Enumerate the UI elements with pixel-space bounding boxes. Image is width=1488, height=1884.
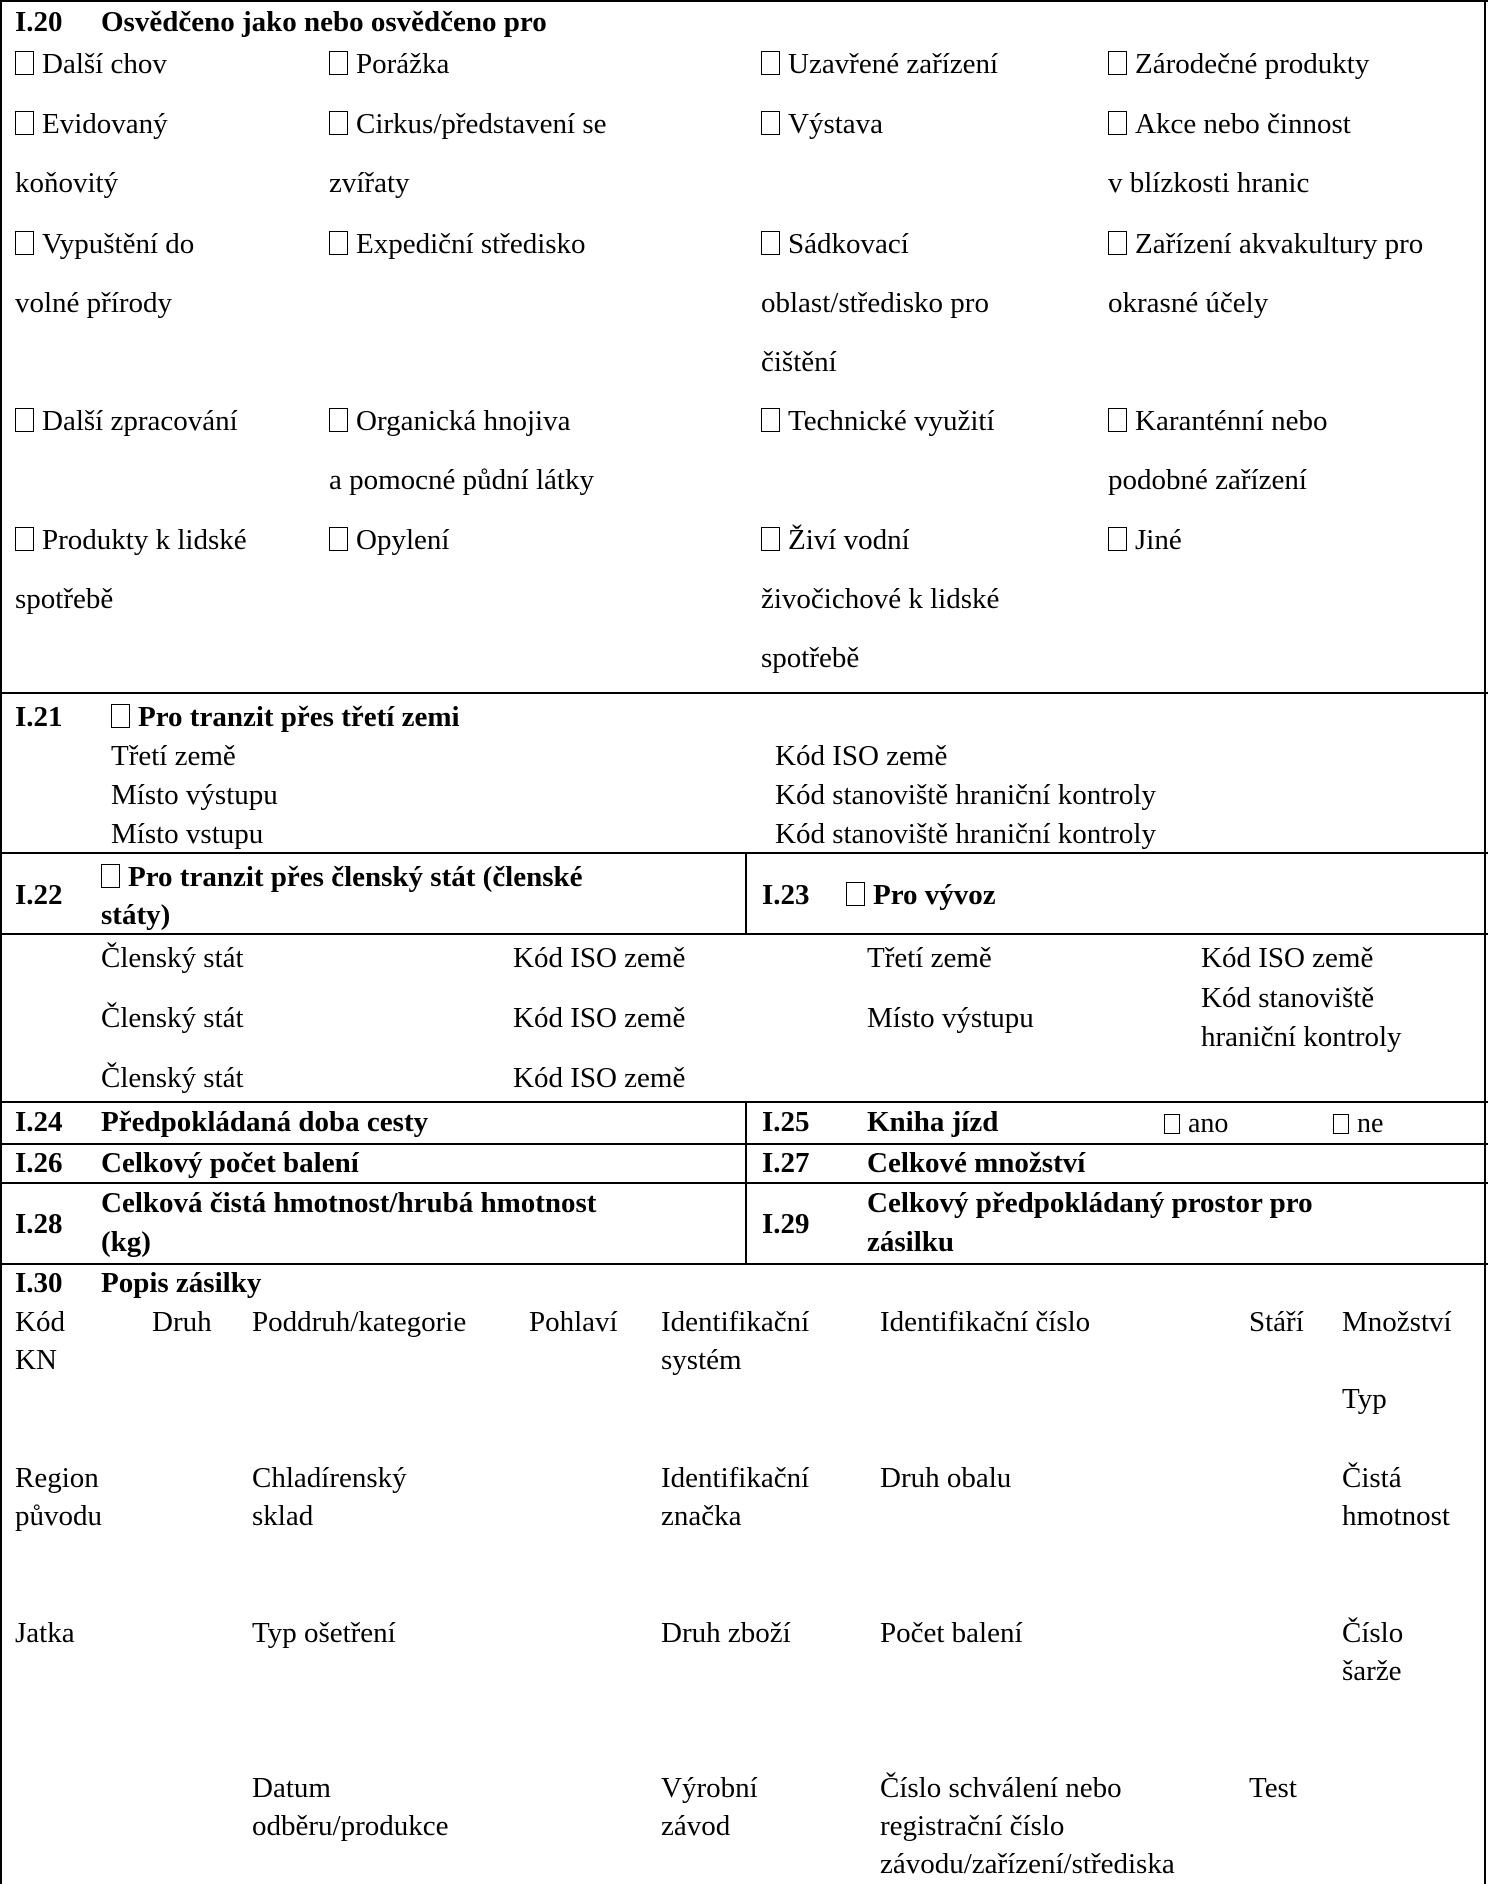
i20-option-continuation: oblast/středisko pro [761,287,989,319]
i30-title: Popis zásilky [101,1267,262,1299]
i20-option[interactable]: Další chov [15,45,167,83]
frame-left-line [0,0,2,1884]
i20-option-continuation: spotřebě [761,642,860,674]
i20-option[interactable]: Akce nebo činnost [1108,105,1351,143]
checkbox[interactable] [111,704,130,728]
i30-col-id-system-line2: systém [661,1344,742,1376]
i20-option[interactable]: Sádkovací [761,225,909,263]
i25-yes-option[interactable]: ano [1164,1105,1228,1143]
checkbox[interactable] [15,231,34,255]
i20-option[interactable]: Výstava [761,105,883,143]
i29-title-line2: zásilku [867,1226,955,1258]
i20-option[interactable]: Produkty k lidské [15,521,247,559]
i24-number: I.24 [15,1106,63,1138]
i30-number: I.30 [15,1267,63,1299]
i30-druh-obalu: Druh obalu [880,1462,1012,1494]
i20-option[interactable]: Uzavřené zařízení [761,45,998,83]
i20-option-continuation: zvířaty [329,167,410,199]
i20-option[interactable]: Porážka [329,45,449,83]
checkbox[interactable] [101,864,120,888]
i22-checkbox-label[interactable]: Pro tranzit přes členský stát (členské [101,858,583,896]
i30-cislo-sarze: Číslo [1342,1617,1404,1649]
i20-option-continuation: spotřebě [15,583,114,615]
i30-vyrobni-zavod-line2: závod [661,1810,731,1842]
checkbox[interactable] [329,111,348,135]
i30-cislo-schvaleni: Číslo schválení nebo [880,1772,1122,1804]
i22-member-state-label: Členský stát [101,942,244,974]
i30-col-pohlavi: Pohlaví [529,1306,618,1338]
i25-no-option[interactable]: ne [1333,1105,1383,1143]
i20-option[interactable]: Opylení [329,521,449,559]
checkbox[interactable] [1108,111,1127,135]
i21-entry-point-label: Místo vstupu [111,818,264,850]
i20-title: Osvědčeno jako nebo osvědčeno pro [101,6,547,38]
checkbox[interactable] [761,111,780,135]
i30-druh-zbozi: Druh zboží [661,1617,791,1649]
i30-col-id-cislo: Identifikační číslo [880,1306,1091,1338]
checkbox[interactable] [846,882,865,906]
i20-option-continuation: koňovitý [15,167,119,199]
i30-cista-hmotnost-line2: hmotnost [1342,1500,1450,1532]
i22-member-state-label: Členský stát [101,1062,244,1094]
i30-cislo-schvaleni-line3: závodu/zařízení/střediska [880,1848,1175,1880]
i20-option[interactable]: Vypuštění do [15,225,194,263]
i26-number: I.26 [15,1147,63,1179]
checkbox[interactable] [1333,1114,1349,1134]
i30-chladirensky-line2: sklad [252,1500,314,1532]
i20-option[interactable]: Živí vodní [761,521,910,559]
i20-option-continuation: živočichové k lidské [761,583,1000,615]
i22-iso-code-label: Kód ISO země [513,1002,686,1034]
i28-number: I.28 [15,1208,63,1240]
i21-number: I.21 [15,701,63,733]
i23-checkbox-label[interactable]: Pro vývoz [846,876,996,914]
i21-third-country-label: Třetí země [111,740,236,772]
checkbox[interactable] [15,527,34,551]
i24-title: Předpokládaná doba cesty [101,1106,429,1138]
i20-option-continuation: čištění [761,346,837,378]
i30-datum-line2: odběru/produkce [252,1810,449,1842]
checkbox[interactable] [761,51,780,75]
i22-title-line2: státy) [101,899,171,931]
i30-cista-hmotnost: Čistá [1342,1462,1402,1494]
i21-bcp-code-label: Kód stanoviště hraniční kontroly [775,818,1156,850]
divider-i24-i29-col [745,1101,747,1264]
divider-i22-i23 [745,852,747,934]
checkbox[interactable] [1108,408,1127,432]
i25-number: I.25 [762,1106,810,1138]
checkbox[interactable] [329,527,348,551]
i23-iso-code-label: Kód ISO země [1201,942,1374,974]
i30-region-line2: původu [15,1500,102,1532]
i30-cislo-schvaleni-line2: registrační číslo [880,1810,1065,1842]
checkbox[interactable] [15,111,34,135]
i21-exit-point-label: Místo výstupu [111,779,278,811]
checkbox[interactable] [329,231,348,255]
i23-third-country-label: Třetí země [867,942,992,974]
i20-option-continuation: volné přírody [15,287,173,319]
i23-bcp-code-label-line2: hraniční kontroly [1201,1021,1402,1053]
i29-number: I.29 [762,1208,810,1240]
i30-col-id-system: Identifikační [661,1306,810,1338]
i30-cislo-sarze-line2: šarže [1342,1655,1402,1687]
i30-datum: Datum [252,1772,331,1804]
checkbox[interactable] [761,408,780,432]
checkbox[interactable] [1164,1114,1180,1134]
checkbox[interactable] [1108,527,1127,551]
divider-i21 [0,692,1488,694]
i20-option-continuation: podobné zařízení [1108,464,1307,496]
i23-number: I.23 [762,879,810,911]
i21-bcp-code-label: Kód stanoviště hraniční kontroly [775,779,1156,811]
checkbox[interactable] [15,51,34,75]
i20-option-continuation: a pomocné půdní látky [329,464,594,496]
i22-iso-code-label: Kód ISO země [513,942,686,974]
i26-title: Celkový počet balení [101,1147,359,1179]
i30-chladirensky: Chladírenský [252,1462,407,1494]
i20-option-continuation: okrasné účely [1108,287,1269,319]
i20-option[interactable]: Další zpracování [15,402,238,440]
i20-option[interactable]: Organická hnojiva [329,402,570,440]
i28-title: Celková čistá hmotnost/hrubá hmotnost [101,1187,597,1219]
i30-pocet-baleni: Počet balení [880,1617,1023,1649]
i30-col-kod: Kód [15,1306,65,1338]
i29-title: Celkový předpokládaný prostor pro [867,1187,1313,1219]
i23-exit-point-label: Místo výstupu [867,1002,1034,1034]
i30-typ-osetreni: Typ ošetření [252,1617,396,1649]
i20-option[interactable]: Expediční středisko [329,225,586,263]
i25-title: Kniha jízd [867,1106,999,1138]
i30-jatka: Jatka [15,1617,75,1649]
i20-option[interactable]: Evidovaný [15,105,168,143]
frame-right-line [1484,0,1486,1884]
i20-option[interactable]: Technické využití [761,402,995,440]
i20-option-continuation: v blízkosti hranic [1108,167,1310,199]
i30-col-stari: Stáří [1249,1306,1304,1338]
i30-col-typ: Typ [1342,1383,1387,1415]
checkbox[interactable] [329,51,348,75]
i20-option[interactable]: Zařízení akvakultury pro [1108,225,1423,263]
i21-iso-code-label: Kód ISO země [775,740,948,772]
frame-top-line [0,0,1488,2]
checkbox[interactable] [15,408,34,432]
i20-number: I.20 [15,6,63,38]
i30-id-znacka-line2: značka [661,1500,742,1532]
i22-iso-code-label: Kód ISO země [513,1062,686,1094]
i20-option[interactable]: Karanténní nebo [1108,402,1327,440]
i30-vyrobni-zavod: Výrobní [661,1772,758,1804]
checkbox[interactable] [329,408,348,432]
i30-col-poddruh: Poddruh/kategorie [252,1306,467,1338]
i27-number: I.27 [762,1147,810,1179]
i20-option[interactable]: Cirkus/představení se [329,105,606,143]
i20-option[interactable]: Zárodečné produkty [1108,45,1369,83]
i23-bcp-code-label: Kód stanoviště [1201,982,1375,1014]
checkbox[interactable] [1108,51,1127,75]
i22-member-state-label: Členský stát [101,1002,244,1034]
i30-col-druh: Druh [152,1306,212,1338]
i30-col-kod-line2: KN [15,1344,57,1376]
i30-id-znacka: Identifikační [661,1462,810,1494]
divider-i22-header [0,933,1488,935]
i22-number: I.22 [15,879,63,911]
i30-test: Test [1249,1772,1297,1804]
i21-checkbox-label[interactable]: Pro tranzit přes třetí zemi [111,698,460,736]
checkbox[interactable] [1108,231,1127,255]
checkbox[interactable] [761,527,780,551]
i28-title-line2: (kg) [101,1226,151,1258]
i30-col-mnozstvi: Množství [1342,1306,1452,1338]
i30-region: Region [15,1462,99,1494]
i27-title: Celkové množství [867,1147,1086,1179]
i20-option[interactable]: Jiné [1108,521,1182,559]
checkbox[interactable] [761,231,780,255]
